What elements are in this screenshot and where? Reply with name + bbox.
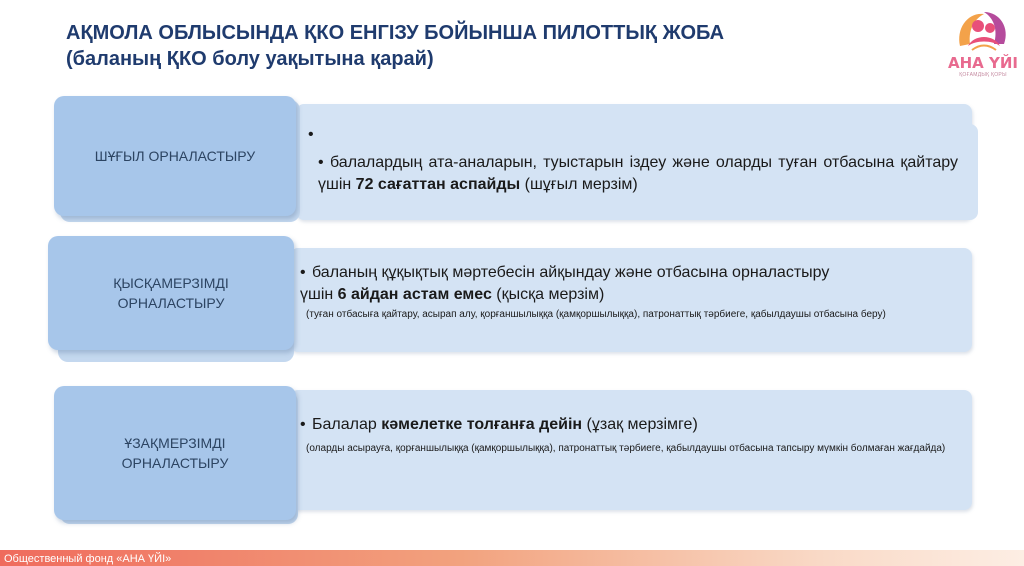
- title-line-1: АҚМОЛА ОБЛЫСЫНДА ҚКО ЕНГІЗУ БОЙЫНША ПИЛОТТЫҚ ЖОБА: [66, 22, 725, 44]
- row-1-bullet: •: [318, 154, 324, 171]
- row-2-bullet: •: [300, 264, 306, 281]
- row-2-note: (туған отбасыға қайтару, асырап алу, қорғаншылыққа (қамқоршылыққа), патронаттық тәрбиеге, қабылдаушы отбасына беру): [306, 309, 886, 320]
- row-1-highlight: 72 сағаттан аспайды: [355, 176, 521, 193]
- family-emblem-icon: [954, 6, 1012, 56]
- row-2-highlight: 6 айдан астам емес: [337, 286, 492, 303]
- row-2-label: ҚЫСҚАМЕРЗІМДІ ОРНАЛАСТЫРУ: [48, 236, 294, 350]
- title-line-2: (баланың ҚКО болу уақытына қарай): [66, 48, 434, 70]
- row-2-text: • баланың құқықтық мәртебесін айқындау және отбасына орналастыру үшін 6 айдан астам емес (қысқа мерзім): [300, 264, 830, 303]
- logo: [946, 6, 1020, 90]
- row-3-note: (оларды асырауға, қорғаншылыққа (қамқоршылыққа), патронаттық тәрбиеге, қабылдаушы отбасына тапсыру мүмкін болмаған жағдайда): [306, 443, 946, 454]
- row-1-label: ШҰҒЫЛ ОРНАЛАСТЫРУ: [54, 96, 296, 216]
- row-3-text: • Балалар кәмелетке толғанға дейін (ұзақ мерзімге): [300, 414, 940, 436]
- footer-text: Общественный фонд «АНА ҮЙІ»: [4, 553, 172, 565]
- row-3-highlight: кәмелетке толғанға дейін: [381, 416, 583, 433]
- row-3-bullet: •: [300, 416, 306, 433]
- logo-subtitle: ҚОҒАМДЫҚ ҚОРЫ: [959, 72, 1007, 78]
- footer-bar: [0, 550, 1024, 566]
- row-1-text: • балалардың ата-аналарын, туыстарын іздеу және оларды туған отбасына қайтару үшін 72 сағаттан аспайды (шұғыл мерзім): [318, 154, 958, 193]
- row-3-label: ҰЗАҚМЕРЗІМДІ ОРНАЛАСТЫРУ: [54, 386, 296, 520]
- page-title: [66, 20, 926, 72]
- row-1-empty-bullet: •: [308, 126, 314, 143]
- logo-name: АНА ҮЙІ: [948, 54, 1018, 72]
